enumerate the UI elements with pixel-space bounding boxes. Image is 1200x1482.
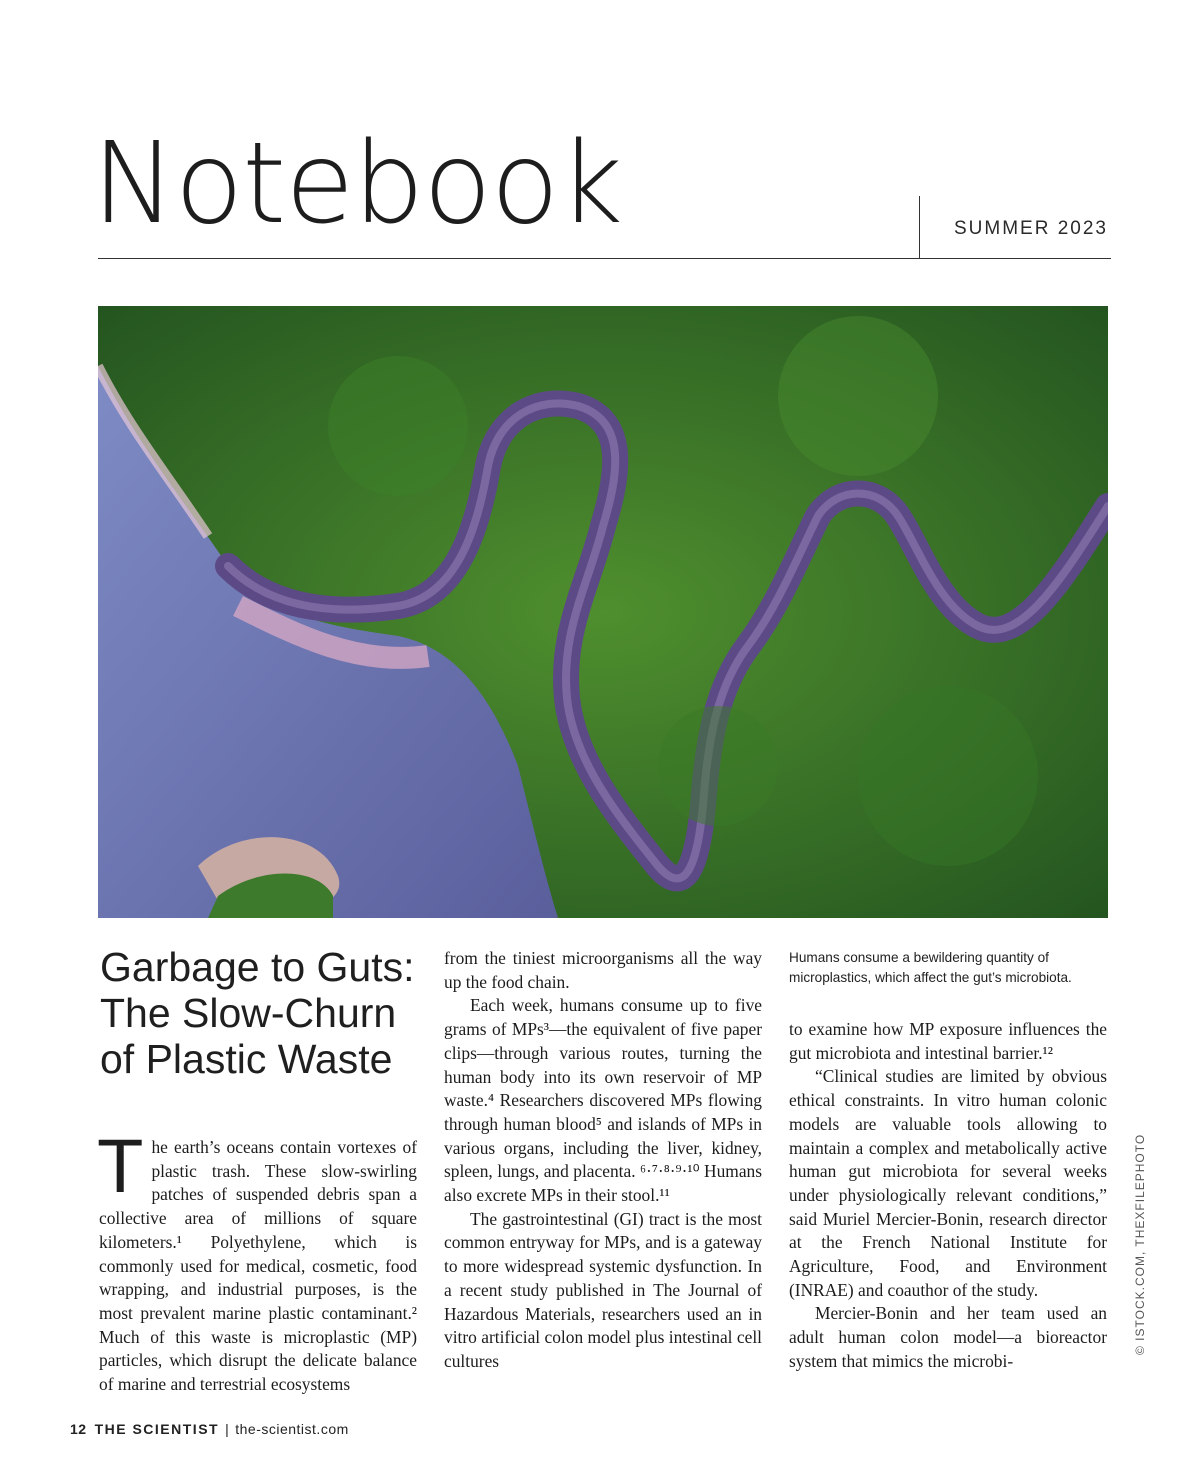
article-headline: Garbage to Guts: The Slow-Churn of Plastic Waste: [100, 944, 415, 1082]
aerial-river-photo: [98, 306, 1108, 918]
column-2-paragraph-3: The gastrointestinal (GI) tract is the most common entryway for MPs, and is a gateway to more widespread systemic dysfunction. In a recent study published in The Journal of Hazardous Materials, researchers used an in vitro artificial colon model plus intestinal cell cultures: [444, 1208, 762, 1371]
page-number: 12: [70, 1421, 87, 1437]
header-divider: [919, 196, 920, 258]
website-link[interactable]: the-scientist.com: [235, 1421, 349, 1437]
footer-separator: |: [225, 1421, 230, 1437]
column-3-paragraph-2: “Clinical studies are limited by obvious ethical constraints. In vitro human colonic models are valuable tools allowing to maintain a complex and metabolically active human gut microbiota for several weeks under physiologically relevant conditions,” said Muriel Mercier-Bonin, research director at the French National Institute for Agriculture, Food, and Environment (INRAE) and coauthor of the study.: [789, 1066, 1107, 1300]
article-column-3: [789, 1018, 1107, 1374]
column-2-paragraph-1: from the tiniest microorganisms all the way up the food chain.: [444, 948, 762, 992]
mangrove-river-image: [98, 306, 1108, 918]
page-footer: [70, 1421, 349, 1437]
drop-cap: T: [97, 1124, 144, 1209]
issue-date: SUMMER 2023: [954, 218, 1108, 239]
column-3-paragraph-1: to examine how MP exposure influences the gut microbiota and intestinal barrier.¹²: [789, 1019, 1107, 1063]
magazine-name: THE SCIENTIST: [94, 1421, 220, 1437]
article-column-2: [444, 947, 762, 1374]
column-2-paragraph-2: Each week, humans consume up to five grams of MPs³—the equivalent of five paper clips—through various routes, turning the human body into its own reservoir of MP waste.⁴ Researchers discovered MPs flowing through human blood⁵ and islands of MPs in various organs, including the liver, kidney, spleen, lungs, and placenta. ⁶·⁷·⁸·⁹·¹⁰ Humans also excrete MPs in their stool.¹¹: [444, 995, 762, 1206]
column-1-text: he earth’s oceans contain vortexes of plastic trash. These slow-swirling patches of suspended debris span a collective area of millions of square kilometers.¹ Polyethylene, which is commonly used for medical, cosmetic, food wrapping, and industrial purposes, is the most prevalent marine plastic contaminant.² Much of this waste is microplastic (MP) particles, which disrupt the delicate balance of marine and terrestrial ecosystems: [99, 1137, 417, 1395]
column-3-paragraph-3: Mercier-Bonin and her team used an adult human colon model—a bioreactor system that mimics the microbi-: [789, 1303, 1107, 1371]
header-rule: [98, 258, 1111, 259]
photo-credit: © ISTOCK.COM, THEXFILEPHOTO: [1133, 1133, 1147, 1355]
photo-caption: Humans consume a bewildering quantity of microplastics, which affect the gut’s microbiota.: [789, 950, 1072, 985]
article-column-1: [97, 1124, 417, 1397]
section-title: Notebook: [92, 119, 623, 249]
